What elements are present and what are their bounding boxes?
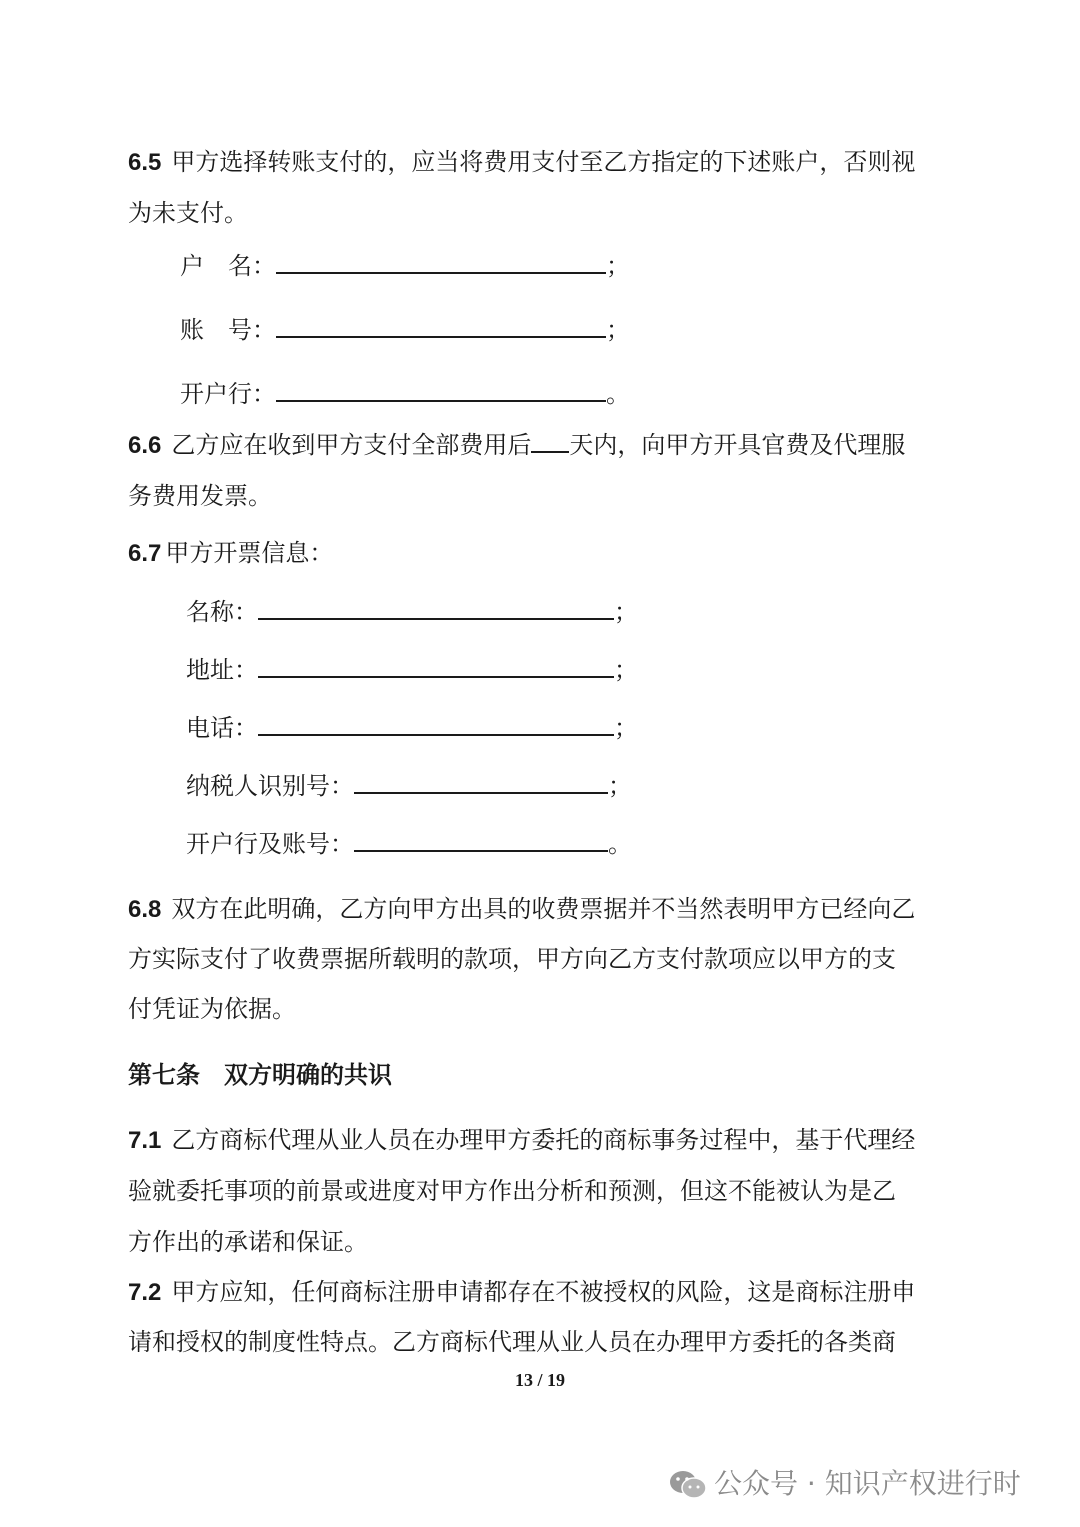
- clause-text: 甲方开票信息：: [165, 539, 334, 567]
- blank-line: [258, 654, 614, 678]
- account-name-field: [180, 250, 630, 282]
- days-blank: [531, 429, 569, 453]
- clause-6-5-line1: [128, 146, 915, 179]
- clause-7-2-line1: [128, 1276, 915, 1309]
- field-end: ；: [614, 656, 638, 684]
- clause-7-2-line2: 请和授权的制度性特点。乙方商标代理从业人员在办理甲方委托的各类商: [128, 1328, 896, 1356]
- clause-text: 乙方应在收到甲方支付全部费用后: [171, 431, 532, 459]
- clause-6-7: [128, 537, 333, 570]
- blank-line: [276, 250, 606, 274]
- clause-number: 6.6: [128, 432, 162, 459]
- blank-line: [354, 770, 608, 794]
- field-end: ；: [606, 252, 630, 280]
- clause-text: 乙方商标代理从业人员在办理甲方委托的商标事务过程中，基于代理经: [171, 1126, 916, 1154]
- clause-6-5-line2: 为未支付。: [128, 199, 248, 227]
- clause-text: 甲方选择转账支付的，应当将费用支付至乙方指定的下述账户，否则视: [171, 148, 916, 176]
- clause-6-8-line1: [128, 893, 915, 926]
- field-label: 账 号：: [180, 316, 276, 344]
- field-end: 。: [608, 830, 632, 858]
- clause-number: 6.7: [128, 540, 162, 567]
- clause-number: 7.1: [128, 1127, 162, 1154]
- page-number: 13 / 19: [514, 1370, 565, 1390]
- field-label: 户 名：: [180, 252, 276, 280]
- clause-text: 双方在此明确，乙方向甲方出具的收费票据并不当然表明甲方已经向乙: [171, 895, 916, 923]
- field-end: ；: [614, 598, 638, 626]
- clause-number: 6.8: [128, 896, 162, 923]
- invoice-address-field: [186, 654, 638, 686]
- field-label: 名称：: [186, 598, 258, 626]
- field-label: 地址：: [186, 656, 258, 684]
- clause-7-1-line3: 方作出的承诺和保证。: [128, 1228, 368, 1256]
- clause-number: 6.5: [128, 149, 162, 176]
- watermark: [668, 1462, 1021, 1502]
- field-label: 纳税人识别号：: [186, 772, 354, 800]
- blank-line: [276, 314, 606, 338]
- clause-6-8-line3: 付凭证为依据。: [128, 995, 296, 1023]
- invoice-bank-account-field: [186, 828, 632, 860]
- field-end: 。: [606, 380, 630, 408]
- blank-line: [276, 378, 606, 402]
- blank-line: [258, 712, 614, 736]
- clause-number: 7.2: [128, 1279, 162, 1306]
- invoice-taxid-field: [186, 770, 632, 802]
- field-end: ；: [614, 714, 638, 742]
- field-end: ；: [606, 316, 630, 344]
- invoice-name-field: [186, 596, 638, 628]
- clause-text: 甲方应知，任何商标注册申请都存在不被授权的风险，这是商标注册申: [171, 1278, 916, 1306]
- clause-6-6-line2: 务费用发票。: [128, 482, 272, 510]
- watermark-text: 公众号 · 知识产权进行时: [714, 1467, 1021, 1500]
- clause-6-8-line2: 方实际支付了收费票据所载明的款项，甲方向乙方支付款项应以甲方的支: [128, 945, 896, 973]
- clause-7-1-line1: [128, 1124, 915, 1157]
- blank-line: [354, 828, 608, 852]
- account-bank-field: [180, 378, 630, 410]
- field-label: 开户行：: [180, 380, 276, 408]
- clause-text: 天内，向甲方开具官费及代理服: [569, 431, 906, 459]
- blank-line: [258, 596, 614, 620]
- clause-7-1-line2: 验就委托事项的前景或进度对甲方作出分析和预测，但这不能被认为是乙: [128, 1177, 896, 1205]
- wechat-icon: [668, 1469, 708, 1501]
- article-7-heading: 第七条 双方明确的共识: [128, 1061, 392, 1089]
- field-end: ；: [608, 772, 632, 800]
- field-label: 电话：: [186, 714, 258, 742]
- account-number-field: [180, 314, 630, 346]
- clause-6-6-line1: [128, 429, 905, 462]
- invoice-phone-field: [186, 712, 638, 744]
- field-label: 开户行及账号：: [186, 830, 354, 858]
